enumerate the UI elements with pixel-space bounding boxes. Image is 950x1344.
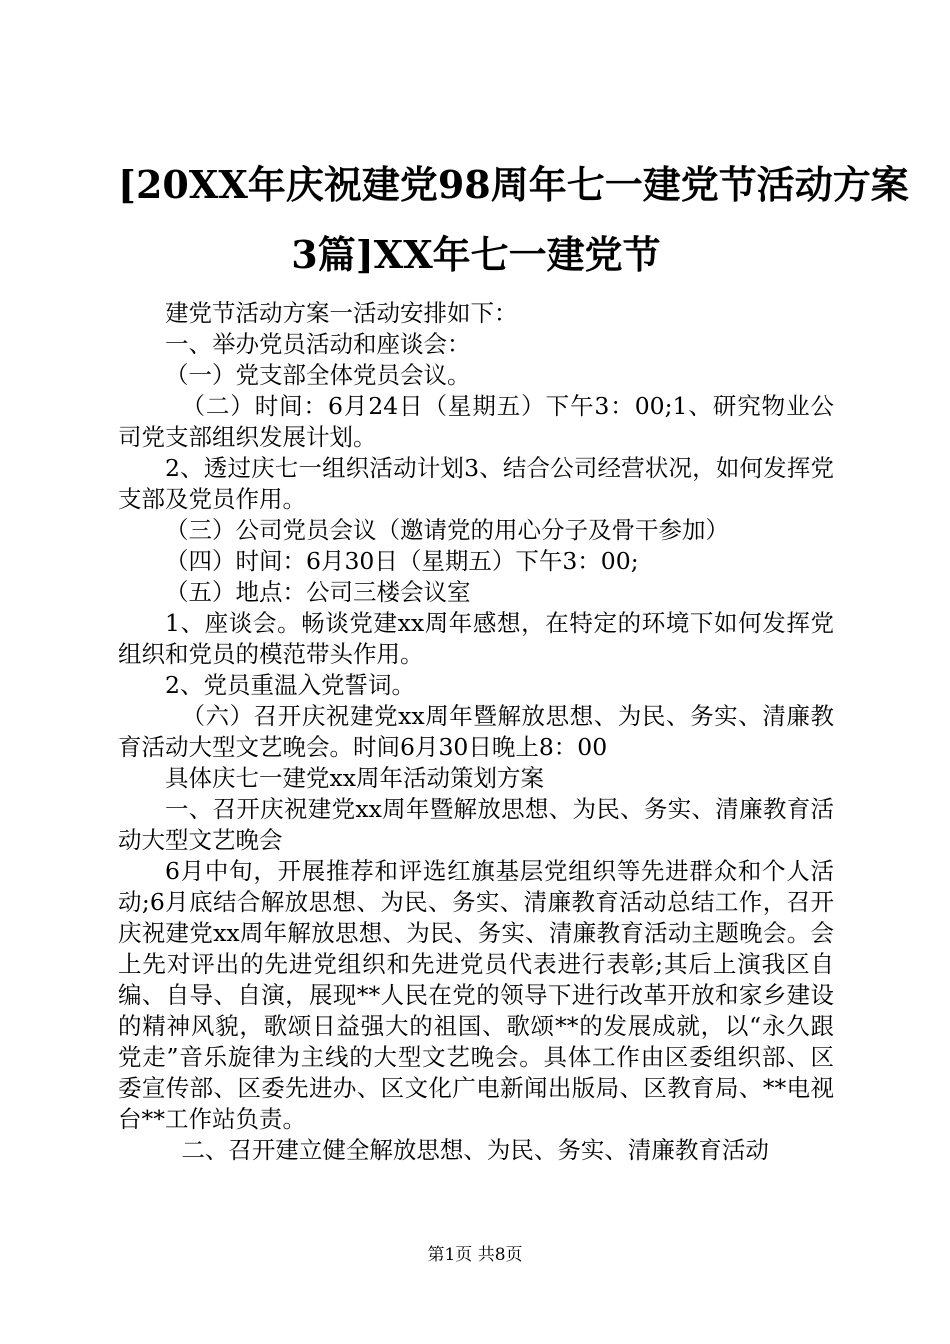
page-footer: 第1页 共8页 <box>427 1245 523 1265</box>
paragraph: （一）党支部全体党员会议。 <box>165 361 471 389</box>
paragraph: 6月中旬，开展推荐和评选红旗基层党组织等先进群众和个人活动;6月底结合解放思想、为民、务实、清廉教育活动总结工作，召开庆祝建党xx周年解放思想、为民、务实、清廉教育活动主题晚会。会上先对评出的先进党组织和先进党员代表进行表彰;其后上演我区自编、自导、自演，展现**人民在党的领导下进行改革开放和家乡建设的精神风貌，歌颂日益强大的祖国、歌颂**的发展成就，以“永久跟党走”音乐旋律为主线的大型文艺晚会。具体工作由区委组织部、区委宣传部、区委先进办、区文化广电新闻出版局、区教育局、**电视台**工作站负责。 <box>118 857 834 1133</box>
paragraph: 2、党员重温入党誓词。 <box>165 671 415 699</box>
paragraph: （二）时间：6月24日（星期五）下午3：00;1、研究物业公司党支部组织发展计划。 <box>118 392 834 451</box>
paragraph: 一、举办党员活动和座谈会： <box>165 330 471 358</box>
title-line-2: 3篇]XX年七一建党节 <box>291 232 661 277</box>
document-title <box>118 150 909 290</box>
paragraph: 建党节活动方案一活动安排如下： <box>165 299 518 327</box>
paragraph: （三）公司党员会议（邀请党的用心分子及骨干参加） <box>165 516 729 544</box>
paragraph: 具体庆七一建党xx周年活动策划方案 <box>165 764 545 792</box>
paragraph: （四）时间：6月30日（星期五）下午3：00; <box>165 547 639 575</box>
paragraph: （六）召开庆祝建党xx周年暨解放思想、为民、务实、清廉教育活动大型文艺晚会。时间6月30日晚上8：00 <box>118 702 834 761</box>
paragraph: 二、召开建立健全解放思想、为民、务实、清廉教育活动 <box>181 1136 769 1164</box>
document-body <box>118 298 834 1166</box>
paragraph: 一、召开庆祝建党xx周年暨解放思想、为民、务实、清廉教育活动大型文艺晚会 <box>118 795 834 854</box>
title-line-1: [20XX年庆祝建党98周年七一建党节活动方案 <box>118 162 909 207</box>
paragraph: 2、透过庆七一组织活动计划3、结合公司经营状况，如何发挥党支部及党员作用。 <box>118 454 834 513</box>
paragraph: 1、座谈会。畅谈党建xx周年感想，在特定的环境下如何发挥党组织和党员的模范带头作用。 <box>118 609 834 668</box>
paragraph: （五）地点：公司三楼会议室 <box>165 578 471 606</box>
